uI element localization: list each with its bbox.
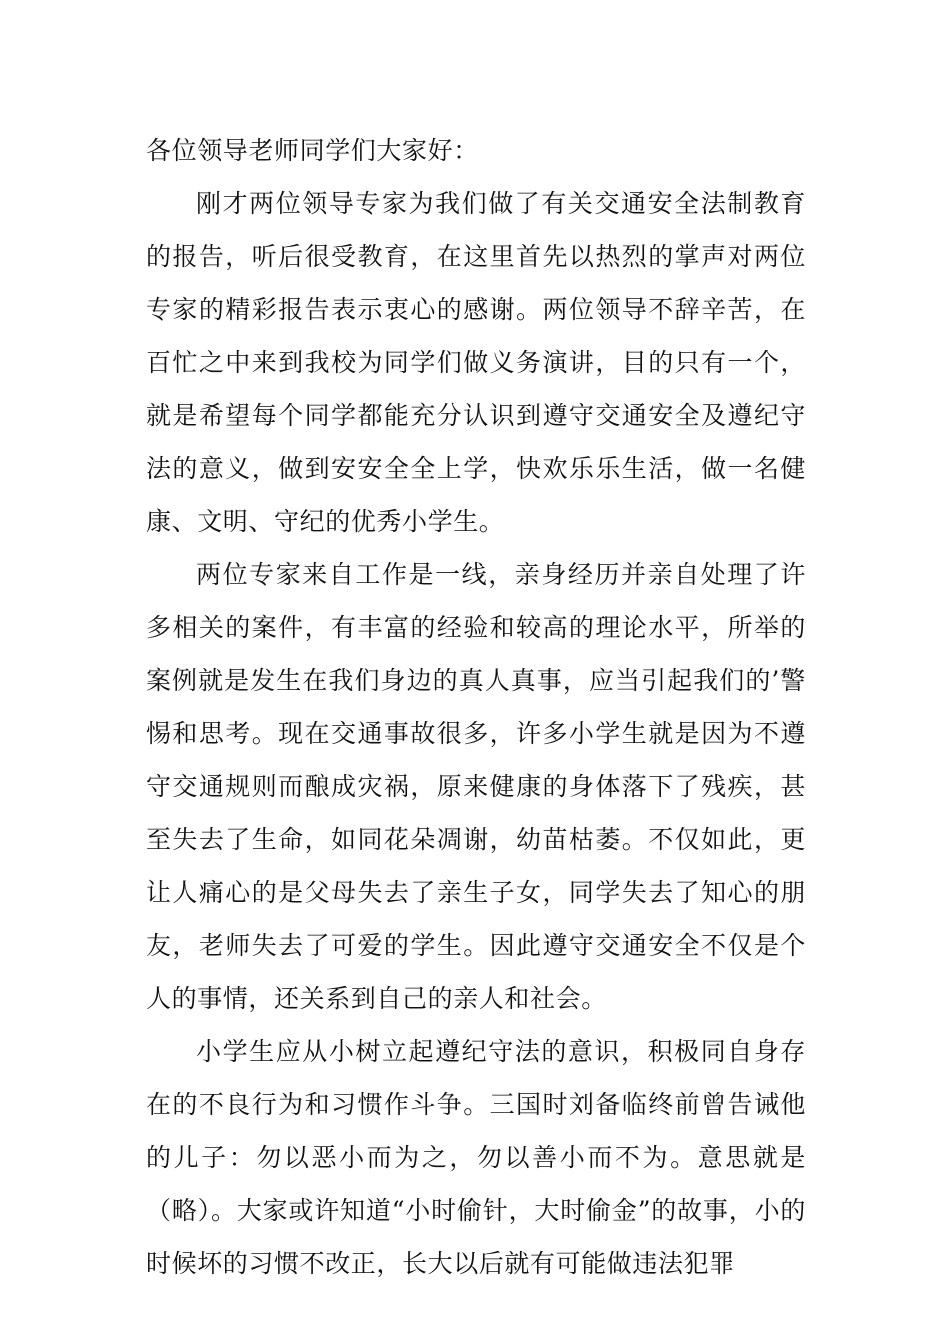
document-body [146,124,806,1290]
paragraph-1: 刚才两位领导专家为我们做了有关交通安全法制教育的报告，听后很受教育，在这里首先以热烈的掌声对两位专家的精彩报告表示衷心的感谢。两位领导不辞辛苦，在百忙之中来到我校为同学们做义务演讲，目的只有一个，就是希望每个同学都能充分认识到遵守交通安全及遵纪守法的意义，做到安安全全上学，快欢乐乐生活，做一名健康、文明、守纪的优秀小学生。 [146,189,806,536]
paragraph-3: 小学生应从小树立起遵纪守法的意识，积极同自身存在的不良行为和习惯作斗争。三国时刘备临终前曾告诫他的儿子：勿以恶小而为之，勿以善小而不为。意思就是（略）。大家或许知道“小时偷针，大时偷金”的故事，小的时候坏的习惯不改正，长大以后就有可能做违法犯罪 [146,1037,806,1278]
greeting: 各位领导老师同学们大家好： [146,136,479,165]
paragraph-2: 两位专家来自工作是一线，亲身经历并亲自处理了许多相关的案件，有丰富的经验和较高的理论水平，所举的案例就是发生在我们身边的真人真事，应当引起我们的’警惕和思考。现在交通事故很多，许多小学生就是因为不遵守交通规则而酿成灾祸，原来健康的身体落下了残疾，甚至失去了生命，如同花朵凋谢，幼苗枯萎。不仅如此，更让人痛心的是父母失去了亲生子女，同学失去了知心的朋友，老师失去了可爱的学生。因此遵守交通安全不仅是个人的事情，还关系到自己的亲人和社会。 [146,560,806,1013]
